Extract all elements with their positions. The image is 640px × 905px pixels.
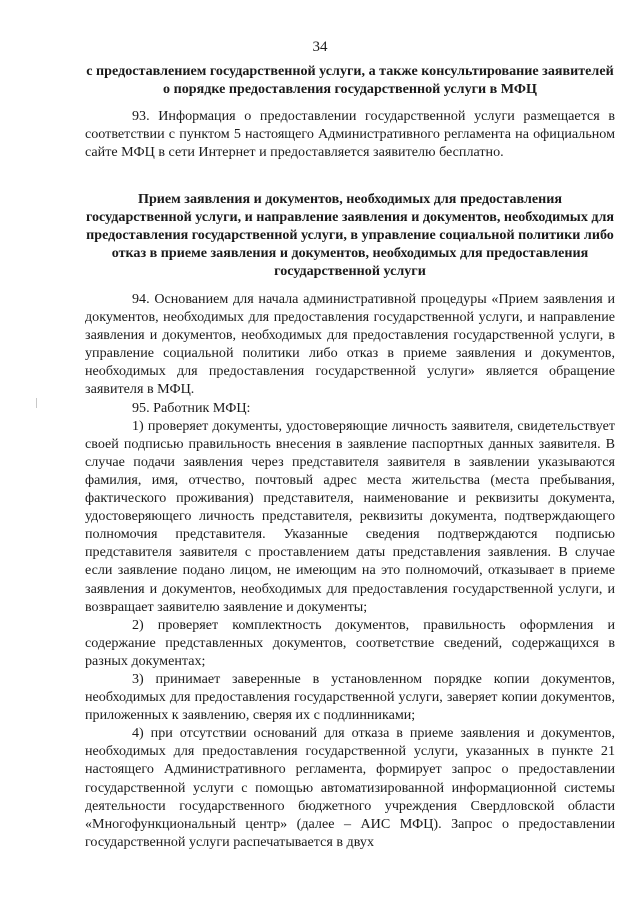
main-body-text (85, 290, 615, 851)
scan-margin-mark (36, 398, 37, 408)
paragraph-93: 93. Информация о предоставлении государственной услуги размещается в соответствии с пунктом 5 настоящего Административного регламента на официальном сайте МФЦ в сети Интернет и предоставляется заявителю бесплатно. (85, 108, 615, 161)
page-number: 34 (312, 39, 328, 55)
list-item-4: 4) при отсутствии оснований для отказа в приеме заявления и документов, необходимых для предоставления государственной услуги, указанных в пункте 21 настоящего Административного регламента, формирует запрос о предоставлении государственной услуги с помощью автоматизированной информационной системы деятельности государственного бюджетного учреждения Свердловской области «Многофункциональный центр» (далее – АИС МФЦ). Запрос о предоставлении государственной услуги распечатывается в двух (85, 725, 615, 850)
paragraph-94: 94. Основанием для начала административной процедуры «Прием заявления и документов, необходимых для предоставления государственной услуги, и направление заявления и документов, необходимых для предоставления государственной услуги, в управление социальной политики либо отказ в приеме заявления и документов, необходимых для предоставления государственной услуги» является обращение заявителя в МФЦ. (85, 291, 615, 398)
list-item-1: 1) проверяет документы, удостоверяющие личность заявителя, свидетельствует своей подписью правильность внесения в заявление паспортных данных заявителя. В случае подачи заявления через представителя заявителя в заявлении указываются фамилия, имя, отчество, почтовый адрес места жительства (места пребывания, фактического проживания) представителя, наименование и реквизиты документа, удостоверяющего личность представителя, реквизиты документа, подтверждающего полномочия представителя. Указанные сведения подтверждаются подписью представителя заявителя с проставлением даты представления заявления. В случае если заявление подано лицом, не имеющим на это полномочий, отказывает в приеме заявления и документов, необходимых для предоставления государственной услуги, и возвращает заявителю заявление и документы; (85, 417, 615, 615)
paragraph-95: 95. Работник МФЦ: (132, 399, 251, 416)
section-heading-reception: Прием заявления и документов, необходимых для предоставления государственной услуги, и направление заявления и документов, необходимых для предоставления государственной услуги, в управление социальной политики либо отказ в приеме заявления и документов, необходимых для предоставления государственной услуги (85, 191, 615, 280)
list-item-2: 2) проверяет комплектность документов, правильность оформления и содержание представленных документов, соответствие сведений, содержащихся в разных документах; (85, 616, 615, 669)
paragraph-93-block (85, 107, 615, 161)
section-heading-continuation: с предоставлением государственной услуги, а также консультирование заявителей о порядке предоставления государственной услуги в МФЦ (86, 63, 614, 98)
list-item-3: 3) принимает заверенные в установленном порядке копии документов, необходимых для предоставления государственной услуги, заверяет копии документов, приложенных к заявлению, сверяя их с подлинниками; (85, 670, 615, 724)
